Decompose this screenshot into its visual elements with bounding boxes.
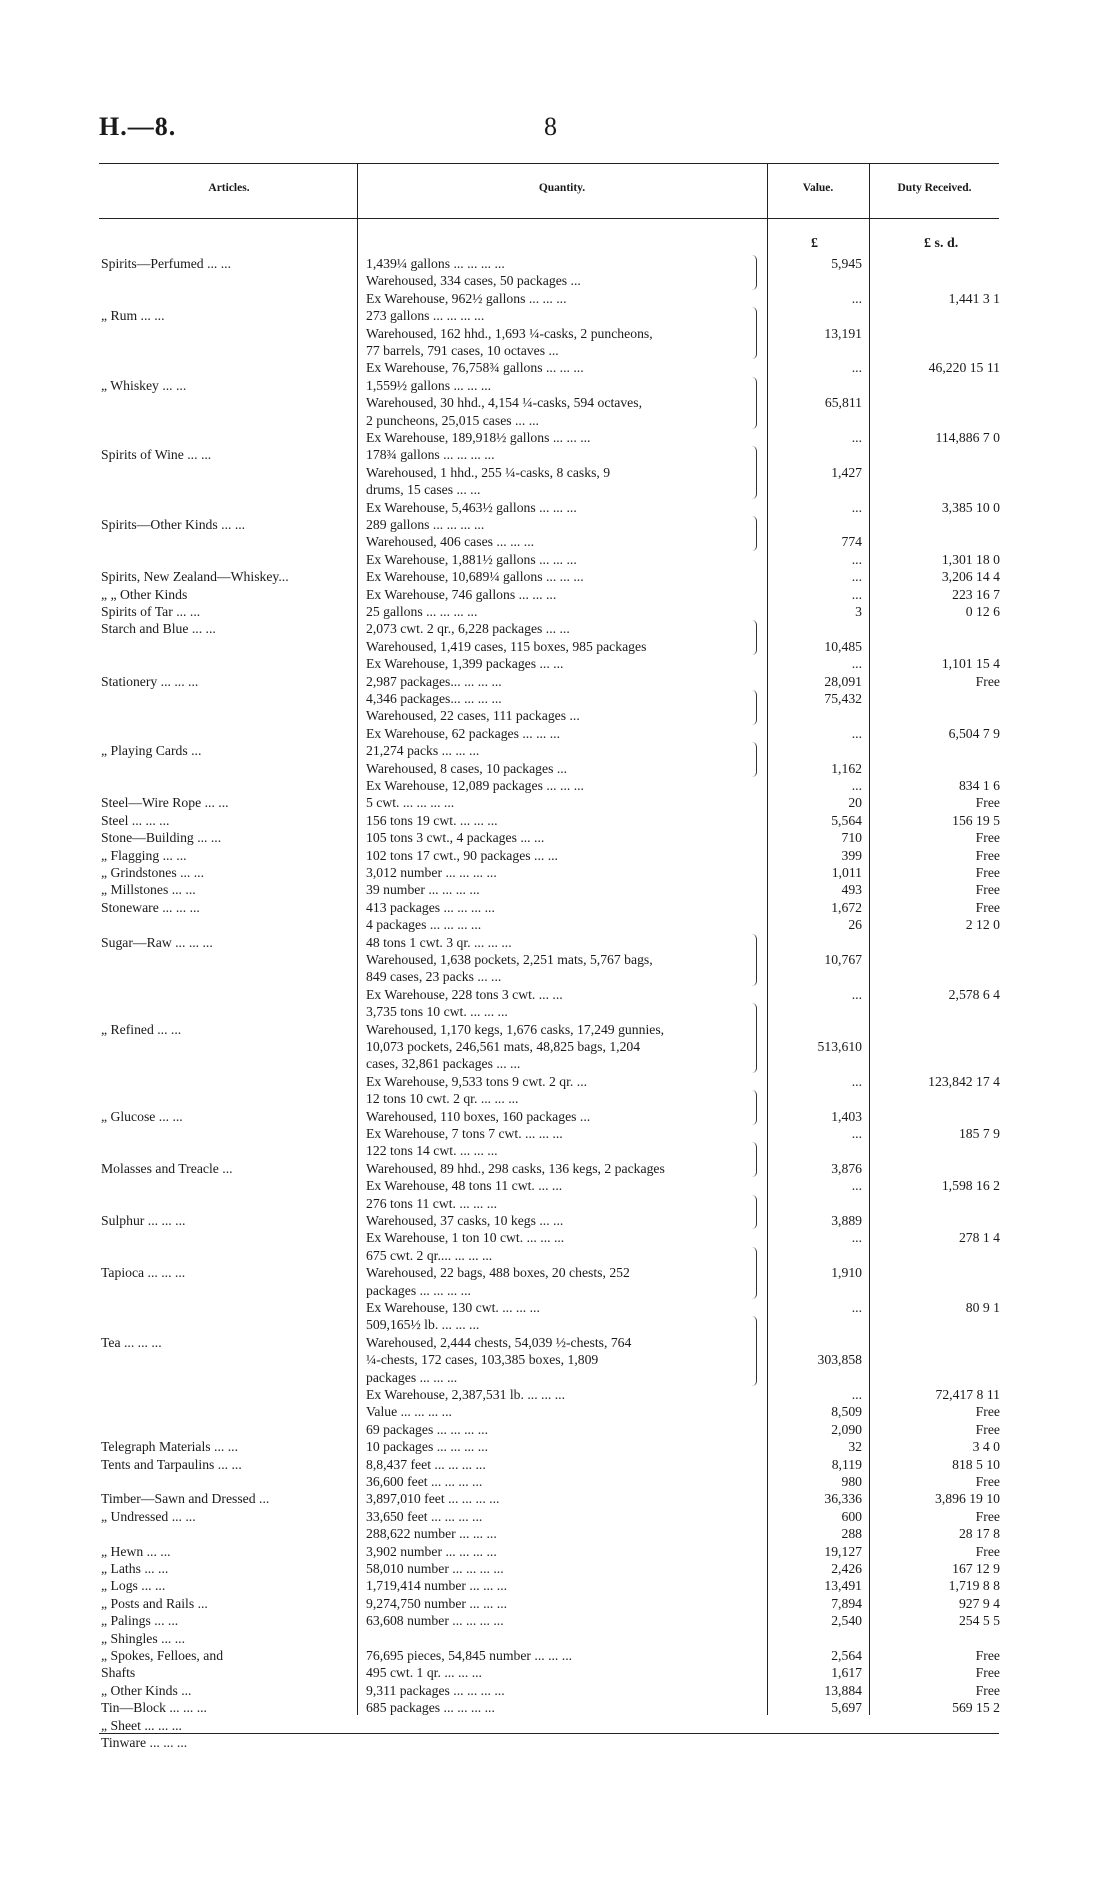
value-amount: ... xyxy=(851,1300,862,1315)
quantity-entry: 25 gallons ... ... ... ... xyxy=(366,604,478,619)
grouping-brace xyxy=(752,1142,757,1177)
article-name: Sugar—Raw ... ... ... xyxy=(101,934,213,950)
value-amount: 1,162 xyxy=(831,760,862,776)
quantity-entry: Ex Warehouse, 10,689¼ gallons ... ... ... xyxy=(366,569,584,585)
article-name: Steel ... ... ... xyxy=(101,812,170,828)
grouping-brace xyxy=(752,1003,757,1073)
quantity-entry: 39 number ... ... ... ... xyxy=(366,882,480,898)
value-amount: 980 xyxy=(841,1474,862,1489)
duty-amount: 278 1 4 xyxy=(958,1230,1000,1246)
quantity-entry: 9,311 packages ... ... ... ... xyxy=(366,1682,505,1698)
quantity-entry: 48 tons 1 cwt. 3 qr. ... ... ... xyxy=(366,934,512,950)
quantity-entry: 3,902 number ... ... ... ... xyxy=(366,1543,497,1559)
article-name: „ Rum ... ... xyxy=(101,308,165,324)
value-amount: 36,336 xyxy=(824,1491,862,1507)
article-name: „ Spokes, Felloes, and xyxy=(101,1648,224,1663)
quantity-entry: 5 cwt. ... ... ... ... xyxy=(366,795,455,811)
table-bottom-rule xyxy=(99,1733,999,1734)
article-name: „ Grindstones ... ... xyxy=(101,865,205,880)
duty-amount: 3,385 10 0 xyxy=(941,499,1000,515)
value-amount: 75,432 xyxy=(824,691,862,706)
article-name: „ Posts and Rails ... xyxy=(101,1595,208,1611)
quantity-entry: 105 tons 3 cwt., 4 packages ... ... xyxy=(366,830,545,846)
column-divider-quantity xyxy=(767,163,768,1715)
article-name: „ Sheet ... ... ... xyxy=(101,1717,182,1733)
value-amount: 1,672 xyxy=(831,899,862,915)
duty-amount: 185 7 9 xyxy=(958,1126,1000,1141)
quantity-entry: Warehoused, 334 cases, 50 packages ... xyxy=(366,273,581,289)
article-name: „ Logs ... ... xyxy=(101,1578,166,1594)
quantity-entry: Warehoused, 22 bags, 488 boxes, 20 chests, 252 xyxy=(366,1265,630,1281)
article-name: „ Flagging ... ... xyxy=(101,847,187,863)
quantity-entry: 63,608 number ... ... ... ... xyxy=(366,1613,504,1629)
quantity-entry: 156 tons 19 cwt. ... ... ... xyxy=(366,812,498,828)
quantity-entry: Ex Warehouse, 76,758¾ gallons ... ... ... xyxy=(366,360,584,376)
quantity-entry: 4,346 packages... ... ... ... xyxy=(366,691,502,706)
duty-amount: 254 5 5 xyxy=(958,1613,1000,1629)
quantity-entry: packages ... ... ... xyxy=(366,1369,458,1385)
quantity-entry: packages ... ... ... ... xyxy=(366,1282,471,1298)
value-amount: 5,697 xyxy=(831,1700,862,1716)
quantity-entry: 2,073 cwt. 2 qr., 6,228 packages ... ... xyxy=(366,621,570,637)
article-name: „ Undressed ... ... xyxy=(101,1508,196,1524)
value-amount: ... xyxy=(851,778,862,793)
value-amount: 5,945 xyxy=(831,256,862,271)
value-amount: 2,564 xyxy=(831,1648,862,1663)
grouping-brace xyxy=(752,1247,757,1299)
grouping-brace xyxy=(752,446,757,498)
value-amount: ... xyxy=(851,1126,862,1141)
grouping-brace xyxy=(752,1090,757,1125)
value-amount: 710 xyxy=(841,830,862,846)
article-name: Timber—Sawn and Dressed ... xyxy=(101,1491,270,1507)
quantity-entry: Warehoused, 110 boxes, 160 packages ... xyxy=(366,1108,591,1124)
duty-amount: Free xyxy=(975,1665,1000,1681)
value-amount: 1,403 xyxy=(831,1108,862,1124)
value-amount: 2,426 xyxy=(831,1561,862,1576)
grouping-brace xyxy=(752,516,757,551)
duty-amount: Free xyxy=(975,847,1000,863)
value-amount: ... xyxy=(851,656,862,672)
value-amount: 10,767 xyxy=(824,952,862,967)
quantity-entry: 69 packages ... ... ... ... xyxy=(366,1421,489,1437)
value-amount: ... xyxy=(851,551,862,567)
duty-amount: 28 17 8 xyxy=(958,1526,1000,1542)
duty-unit: £ s. d. xyxy=(924,236,959,251)
value-amount: 8,119 xyxy=(831,1456,862,1472)
column-header-articles: Articles. xyxy=(208,182,250,194)
quantity-entry: Warehoused, 89 hhd., 298 casks, 136 kegs, 2 packages xyxy=(366,1160,665,1176)
duty-amount: Free xyxy=(975,795,1000,811)
grouping-brace xyxy=(752,377,757,429)
quantity-entry: Warehoused, 2,444 chests, 54,039 ½-chests, 764 xyxy=(366,1334,632,1350)
value-amount: ... xyxy=(851,586,862,602)
duty-amount: 156 19 5 xyxy=(952,812,1000,828)
quantity-entry: cases, 32,861 packages ... ... xyxy=(366,1056,521,1072)
duty-amount: 1,441 3 1 xyxy=(948,290,1000,306)
quantity-entry: 1,719,414 number ... ... ... xyxy=(366,1578,508,1594)
quantity-entry: 2 puncheons, 25,015 cases ... ... xyxy=(366,412,539,428)
quantity-entry: Warehoused, 1,419 cases, 115 boxes, 985 packages xyxy=(366,638,647,654)
value-amount: 3,876 xyxy=(831,1160,862,1176)
article-name: „ Playing Cards ... xyxy=(101,743,202,759)
article-name: Stationery ... ... ... xyxy=(101,673,199,689)
value-amount: 26 xyxy=(848,917,862,933)
article-name: Sulphur ... ... ... xyxy=(101,1213,186,1228)
duty-amount: 3,206 14 4 xyxy=(941,569,1000,585)
quantity-entry: 102 tons 17 cwt., 90 packages ... ... xyxy=(366,847,558,863)
value-amount: 600 xyxy=(841,1508,862,1524)
quantity-entry: Warehoused, 162 hhd., 1,693 ¼-casks, 2 puncheons, xyxy=(366,325,653,341)
article-name: „ Millstones ... ... xyxy=(101,882,196,898)
quantity-entry: 495 cwt. 1 qr. ... ... ... xyxy=(366,1665,482,1681)
quantity-entry: 10 packages ... ... ... ... xyxy=(366,1439,489,1455)
duty-amount: 167 12 9 xyxy=(952,1561,1000,1576)
quantity-entry: Warehoused, 406 cases ... ... ... xyxy=(366,534,535,550)
value-amount: 774 xyxy=(841,534,862,550)
article-name: „ Whiskey ... ... xyxy=(101,377,187,393)
column-divider-articles xyxy=(357,163,358,1715)
duty-amount: Free xyxy=(975,1648,1000,1663)
value-amount: 5,564 xyxy=(831,812,862,828)
value-amount: ... xyxy=(851,1230,862,1246)
article-name: „ Glucose ... ... xyxy=(101,1108,183,1124)
article-name: Telegraph Materials ... ... xyxy=(101,1439,239,1455)
value-amount: 513,610 xyxy=(817,1039,862,1054)
value-unit: £ xyxy=(811,236,818,251)
quantity-entry: Warehoused, 22 cases, 111 packages ... xyxy=(366,708,580,724)
grouping-brace xyxy=(752,1195,757,1230)
quantity-entry: Ex Warehouse, 746 gallons ... ... ... xyxy=(366,586,557,602)
value-amount: 28,091 xyxy=(824,673,862,689)
duty-amount: 1,101 15 4 xyxy=(941,656,1000,672)
quantity-entry: 509,165½ lb. ... ... ... xyxy=(366,1317,480,1333)
header-bottom-rule xyxy=(99,218,999,219)
value-amount: 288 xyxy=(841,1526,862,1542)
value-amount: 13,491 xyxy=(824,1578,862,1594)
grouping-brace xyxy=(752,620,757,655)
value-amount: 20 xyxy=(848,795,862,811)
quantity-entry: 36,600 feet ... ... ... ... xyxy=(366,1474,483,1489)
quantity-entry: 10,073 pockets, 246,561 mats, 48,825 bags, 1,204 xyxy=(366,1039,641,1054)
quantity-entry: 2,987 packages... ... ... ... xyxy=(366,673,502,689)
quantity-entry: Ex Warehouse, 1,881½ gallons ... ... ... xyxy=(366,551,577,567)
value-amount: 399 xyxy=(841,847,862,863)
quantity-entry: 122 tons 14 cwt. ... ... ... xyxy=(366,1143,498,1159)
article-name: Stone—Building ... ... xyxy=(101,830,222,846)
duty-amount: 6,504 7 9 xyxy=(948,725,1000,741)
article-name: Shafts xyxy=(101,1665,136,1681)
quantity-entry: 21,274 packs ... ... ... xyxy=(366,743,480,759)
duty-amount: 46,220 15 11 xyxy=(928,360,1000,376)
article-name: Starch and Blue ... ... xyxy=(101,621,216,637)
quantity-entry: 3,735 tons 10 cwt. ... ... ... xyxy=(366,1004,508,1020)
quantity-entry: 76,695 pieces, 54,845 number ... ... ... xyxy=(366,1648,573,1663)
article-name: Spirits, New Zealand—Whiskey... xyxy=(101,569,289,585)
quantity-entry: Ex Warehouse, 130 cwt. ... ... ... xyxy=(366,1300,540,1315)
quantity-entry: ¼-chests, 172 cases, 103,385 boxes, 1,809 xyxy=(366,1352,599,1368)
value-amount: 10,485 xyxy=(824,638,862,654)
value-amount: 13,884 xyxy=(824,1682,862,1698)
quantity-entry: Value ... ... ... ... xyxy=(366,1404,452,1420)
duty-amount: 114,886 7 0 xyxy=(935,430,1000,445)
quantity-entry: Warehoused, 1 hhd., 255 ¼-casks, 8 casks, 9 xyxy=(366,464,611,480)
quantity-entry: 289 gallons ... ... ... ... xyxy=(366,517,485,532)
article-name: Steel—Wire Rope ... ... xyxy=(101,795,229,811)
article-name: „ „ Other Kinds xyxy=(101,586,188,602)
article-name: Stoneware ... ... ... xyxy=(101,899,200,915)
duty-amount: 569 15 2 xyxy=(952,1700,1000,1716)
quantity-entry: 413 packages ... ... ... ... xyxy=(366,899,495,915)
article-name: „ Other Kinds ... xyxy=(101,1682,192,1698)
value-amount: ... xyxy=(851,986,862,1002)
value-amount: 13,191 xyxy=(824,325,862,341)
grouping-brace xyxy=(752,307,757,359)
document-code: H.—8. xyxy=(99,112,177,141)
duty-amount: Free xyxy=(975,1682,1000,1698)
quantity-entry: 4 packages ... ... ... ... xyxy=(366,917,482,933)
duty-amount: 0 12 6 xyxy=(965,604,1000,619)
article-name: Spirits of Tar ... ... xyxy=(101,604,201,619)
grouping-brace xyxy=(752,690,757,725)
quantity-entry: Warehoused, 1,638 pockets, 2,251 mats, 5,767 bags, xyxy=(366,952,653,967)
duty-amount: 3,896 19 10 xyxy=(934,1491,1000,1507)
duty-amount: Free xyxy=(975,899,1000,915)
quantity-entry: 1,439¼ gallons ... ... ... ... xyxy=(366,256,505,271)
value-amount: 3 xyxy=(855,604,862,619)
quantity-entry: 288,622 number ... ... ... xyxy=(366,1526,497,1542)
duty-amount: Free xyxy=(975,1421,1000,1437)
quantity-entry: 8,8,437 feet ... ... ... ... xyxy=(366,1456,486,1472)
value-amount: 1,427 xyxy=(831,464,862,480)
quantity-entry: Ex Warehouse, 1 ton 10 cwt. ... ... ... xyxy=(366,1230,565,1246)
duty-amount: 223 16 7 xyxy=(952,586,1000,602)
article-name: „ Refined ... ... xyxy=(101,1021,182,1037)
table-top-rule xyxy=(99,163,999,164)
value-amount: ... xyxy=(851,569,862,585)
value-amount: 3,889 xyxy=(831,1213,862,1228)
duty-amount: 72,417 8 11 xyxy=(935,1387,1000,1402)
quantity-entry: 849 cases, 23 packs ... ... xyxy=(366,969,502,985)
article-name: Spirits of Wine ... ... xyxy=(101,447,212,463)
value-amount: 303,858 xyxy=(817,1352,862,1368)
quantity-entry: Warehoused, 30 hhd., 4,154 ¼-casks, 594 octaves, xyxy=(366,395,643,411)
duty-amount: 927 9 4 xyxy=(958,1595,1000,1611)
quantity-entry: Ex Warehouse, 962½ gallons ... ... ... xyxy=(366,290,567,306)
quantity-entry: 77 barrels, 791 cases, 10 octaves ... xyxy=(366,343,559,358)
value-amount: ... xyxy=(851,1387,862,1402)
article-name: „ Laths ... ... xyxy=(101,1561,169,1576)
grouping-brace xyxy=(752,934,757,986)
duty-amount: Free xyxy=(975,1543,1000,1559)
grouping-brace xyxy=(752,742,757,777)
value-amount: 8,509 xyxy=(831,1404,862,1420)
column-header-duty: Duty Received. xyxy=(897,182,972,194)
value-amount: 2,090 xyxy=(831,1421,862,1437)
column-header-value: Value. xyxy=(802,182,834,194)
quantity-entry: Warehoused, 8 cases, 10 packages ... xyxy=(366,760,568,776)
quantity-entry: 675 cwt. 2 qr.... ... ... ... xyxy=(366,1247,493,1263)
quantity-entry: Ex Warehouse, 12,089 packages ... ... ... xyxy=(366,778,584,793)
value-amount: 1,910 xyxy=(831,1265,862,1281)
article-name: Tents and Tarpaulins ... ... xyxy=(101,1456,242,1472)
quantity-entry: 33,650 feet ... ... ... ... xyxy=(366,1508,483,1524)
column-divider-value xyxy=(869,163,870,1715)
duty-amount: 2 12 0 xyxy=(965,917,1000,933)
quantity-entry: 3,897,010 feet ... ... ... ... xyxy=(366,1491,500,1507)
value-amount: ... xyxy=(851,499,862,515)
duty-amount: Free xyxy=(975,830,1000,846)
value-amount: 7,894 xyxy=(831,1595,862,1611)
duty-amount: 1,719 8 8 xyxy=(948,1578,1000,1594)
article-name: Tapioca ... ... ... xyxy=(101,1265,186,1281)
value-amount: 2,540 xyxy=(831,1613,862,1629)
quantity-entry: Ex Warehouse, 7 tons 7 cwt. ... ... ... xyxy=(366,1126,563,1141)
article-name: Molasses and Treacle ... xyxy=(101,1160,233,1176)
value-amount: 32 xyxy=(848,1439,862,1455)
value-amount: 1,617 xyxy=(831,1665,862,1681)
value-amount: ... xyxy=(851,725,862,741)
article-name: „ Shingles ... ... xyxy=(101,1630,186,1646)
quantity-entry: Ex Warehouse, 2,387,531 lb. ... ... ... xyxy=(366,1387,565,1402)
value-amount: ... xyxy=(851,1178,862,1194)
duty-amount: Free xyxy=(975,673,1000,689)
article-name: Tin—Block ... ... ... xyxy=(101,1700,207,1716)
quantity-entry: 9,274,750 number ... ... ... xyxy=(366,1595,508,1611)
quantity-entry: Ex Warehouse, 9,533 tons 9 cwt. 2 qr. ... xyxy=(366,1073,588,1089)
value-amount: ... xyxy=(851,360,862,376)
article-name: Tea ... ... ... xyxy=(101,1334,162,1350)
duty-amount: 2,578 6 4 xyxy=(948,986,1000,1002)
quantity-entry: Ex Warehouse, 189,918½ gallons ... ... ... xyxy=(366,430,591,445)
value-amount: 65,811 xyxy=(824,395,862,411)
article-name: Spirits—Perfumed ... ... xyxy=(101,256,232,271)
quantity-entry: 1,559½ gallons ... ... ... xyxy=(366,377,492,393)
grouping-brace xyxy=(752,255,757,290)
quantity-entry: 178¾ gallons ... ... ... ... xyxy=(366,447,495,463)
quantity-entry: 273 gallons ... ... ... ... xyxy=(366,308,485,324)
quantity-entry: Ex Warehouse, 1,399 packages ... ... xyxy=(366,656,564,672)
duty-amount: 1,598 16 2 xyxy=(941,1178,1000,1194)
quantity-entry: Ex Warehouse, 228 tons 3 cwt. ... ... xyxy=(366,986,563,1002)
value-amount: ... xyxy=(851,290,862,306)
duty-amount: 818 5 10 xyxy=(952,1456,1000,1472)
duty-amount: Free xyxy=(975,1474,1000,1489)
quantity-entry: 276 tons 11 cwt. ... ... ... xyxy=(366,1195,498,1211)
article-name: „ Hewn ... ... xyxy=(101,1543,171,1559)
quantity-entry: Warehoused, 1,170 kegs, 1,676 casks, 17,249 gunnies, xyxy=(366,1021,665,1037)
quantity-entry: 3,012 number ... ... ... ... xyxy=(366,865,497,880)
duty-amount: 834 1 6 xyxy=(958,778,1000,793)
duty-amount: Free xyxy=(975,1508,1000,1524)
value-amount: 1,011 xyxy=(831,865,862,880)
grouping-brace xyxy=(752,1316,757,1386)
article-name: „ Palings ... ... xyxy=(101,1613,179,1629)
quantity-entry: drums, 15 cases ... ... xyxy=(366,482,481,498)
duty-amount: Free xyxy=(975,882,1000,898)
quantity-entry: 58,010 number ... ... ... ... xyxy=(366,1561,504,1576)
duty-amount: Free xyxy=(975,865,1000,880)
value-amount: 493 xyxy=(841,882,862,898)
duty-amount: 123,842 17 4 xyxy=(928,1073,1000,1089)
value-amount: ... xyxy=(851,430,862,445)
quantity-entry: Ex Warehouse, 62 packages ... ... ... xyxy=(366,725,561,741)
quantity-entry: Warehoused, 37 casks, 10 kegs ... ... xyxy=(366,1213,564,1228)
quantity-entry: 12 tons 10 cwt. 2 qr. ... ... ... xyxy=(366,1091,519,1107)
value-amount: ... xyxy=(851,1073,862,1089)
article-name: Spirits—Other Kinds ... ... xyxy=(101,517,246,532)
quantity-entry: 685 packages ... ... ... ... xyxy=(366,1700,495,1716)
quantity-entry: Ex Warehouse, 48 tons 11 cwt. ... ... xyxy=(366,1178,563,1194)
page-number: 8 xyxy=(544,112,557,141)
duty-amount: Free xyxy=(975,1404,1000,1420)
value-amount: 19,127 xyxy=(824,1543,862,1559)
column-header-quantity: Quantity. xyxy=(538,182,586,194)
duty-amount: 3 4 0 xyxy=(972,1439,1000,1455)
duty-amount: 80 9 1 xyxy=(965,1300,1000,1315)
article-name: Tinware ... ... ... xyxy=(101,1735,188,1750)
quantity-entry: Ex Warehouse, 5,463½ gallons ... ... ... xyxy=(366,499,577,515)
duty-amount: 1,301 18 0 xyxy=(941,551,1000,567)
